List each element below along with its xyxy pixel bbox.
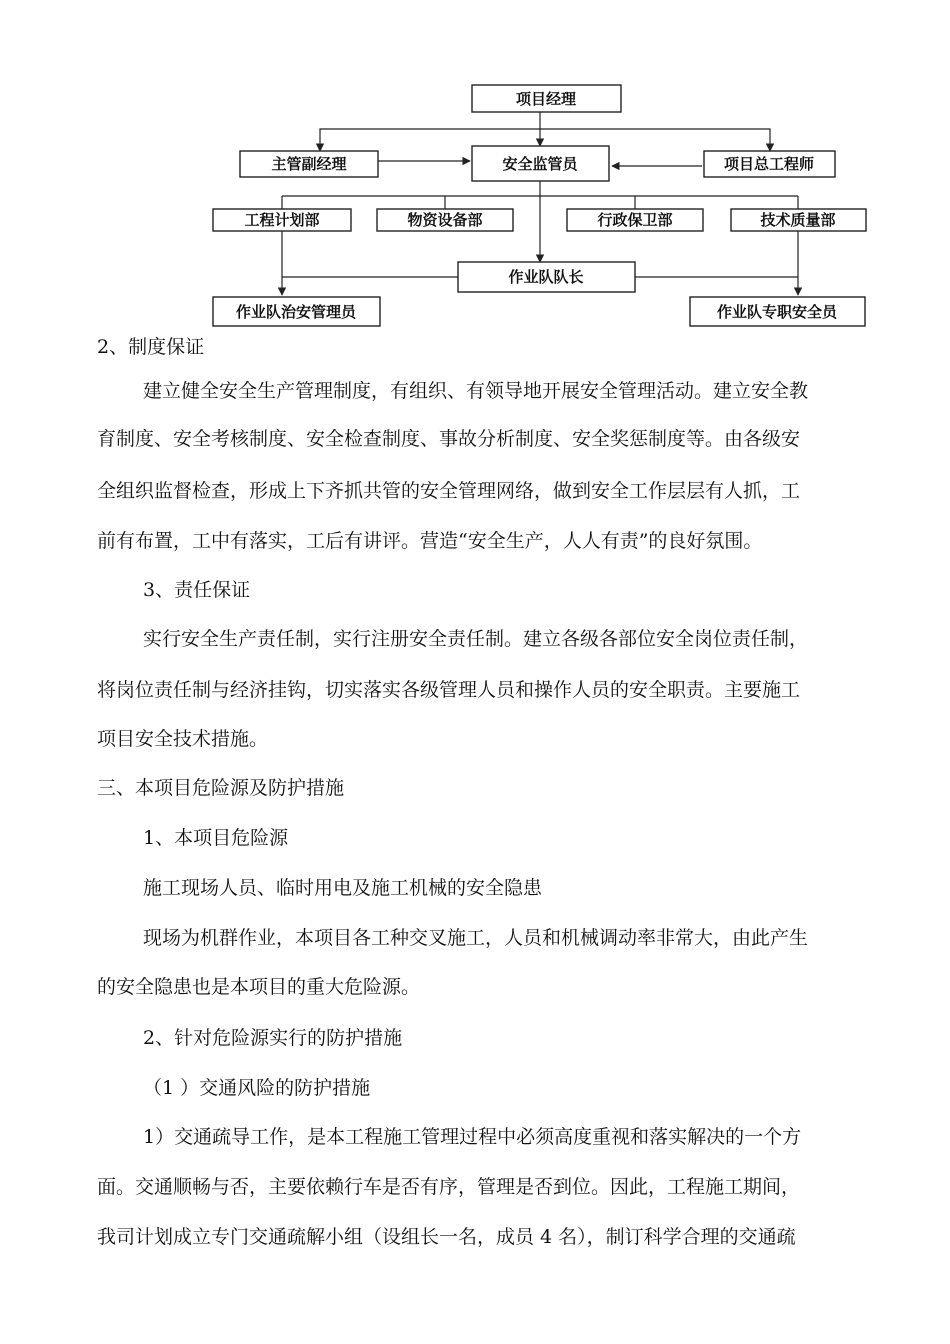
paragraph-line: 1）交通疏导工作，是本工程施工管理过程中必须高度重视和落实解决的一个方 bbox=[143, 1126, 802, 1148]
node-safety-supervisor bbox=[472, 146, 609, 181]
svg-text:行政保卫部: 行政保卫部 bbox=[597, 211, 673, 229]
paragraph-line: 施工现场人员、临时用电及施工机械的安全隐患 bbox=[143, 877, 543, 899]
node-project-manager bbox=[472, 85, 621, 112]
paragraph-line: 前有布置，工中有落实，工后有讲评。营造“安全生产，人人有责”的良好氛围。 bbox=[97, 530, 763, 552]
node-deputy-manager bbox=[240, 151, 378, 177]
section-heading-hazard-source: 1、本项目危险源 bbox=[143, 827, 289, 849]
org-chart bbox=[0, 0, 950, 340]
svg-text:作业队队长: 作业队队长 bbox=[508, 268, 584, 286]
section-heading-responsibility: 3、责任保证 bbox=[143, 579, 251, 601]
node-materials-equipment bbox=[377, 209, 513, 231]
paragraph-line: 实行安全生产责任制，实行注册安全责任制。建立各级各部位安全岗位责任制， bbox=[143, 628, 809, 650]
svg-text:工程计划部: 工程计划部 bbox=[244, 211, 320, 229]
node-team-safety-officer bbox=[690, 297, 865, 326]
svg-text:安全监管员: 安全监管员 bbox=[502, 155, 578, 173]
paragraph-line: 将岗位责任制与经济挂钩，切实落实各级管理人员和操作人员的安全职责。主要施工 bbox=[97, 679, 801, 701]
paragraph-line: 的安全隐患也是本项目的重大危险源。 bbox=[97, 976, 421, 998]
node-team-leader bbox=[458, 262, 635, 292]
paragraph-line: 建立健全安全生产管理制度，有组织、有领导地开展安全管理活动。建立安全教 bbox=[143, 380, 809, 402]
node-tech-quality bbox=[731, 209, 866, 231]
node-admin-security bbox=[567, 209, 703, 231]
svg-text:项目总工程师: 项目总工程师 bbox=[723, 155, 815, 173]
svg-text:作业队专职安全员: 作业队专职安全员 bbox=[716, 303, 838, 321]
svg-text:作业队治安管理员: 作业队治安管理员 bbox=[235, 303, 357, 321]
section-heading-system: 2、制度保证 bbox=[97, 336, 205, 358]
svg-text:物资设备部: 物资设备部 bbox=[407, 211, 483, 229]
paragraph-line: 全组织监督检查，形成上下齐抓共管的安全管理网络，做到安全工作层层有人抓，工 bbox=[97, 480, 801, 502]
node-engineering-planning bbox=[213, 209, 351, 231]
paragraph-line: 育制度、安全考核制度、安全检查制度、事故分析制度、安全奖惩制度等。由各级安 bbox=[97, 428, 801, 450]
node-team-security-manager bbox=[213, 297, 380, 326]
paragraph-line: 项目安全技术措施。 bbox=[97, 728, 269, 750]
chapter-heading-hazards: 三、本项目危险源及防护措施 bbox=[97, 777, 345, 799]
paragraph-line: 我司计划成立专门交通疏解小组（设组长一名，成员 4 名），制订科学合理的交通疏 bbox=[97, 1226, 796, 1248]
paragraph-line: 现场为机群作业，本项目各工种交叉施工，人员和机械调动率非常大，由此产生 bbox=[143, 927, 809, 949]
svg-text:主管副经理: 主管副经理 bbox=[271, 155, 347, 173]
section-heading-protection: 2、针对危险源实行的防护措施 bbox=[143, 1027, 403, 1049]
node-chief-engineer bbox=[704, 151, 835, 177]
subsection-heading-traffic: （1 ）交通风险的防护措施 bbox=[143, 1077, 371, 1099]
svg-text:项目经理: 项目经理 bbox=[515, 90, 577, 108]
paragraph-line: 面。交通顺畅与否，主要依赖行车是否有序，管理是否到位。因此，工程施工期间， bbox=[97, 1176, 801, 1198]
svg-text:技术质量部: 技术质量部 bbox=[760, 211, 836, 229]
